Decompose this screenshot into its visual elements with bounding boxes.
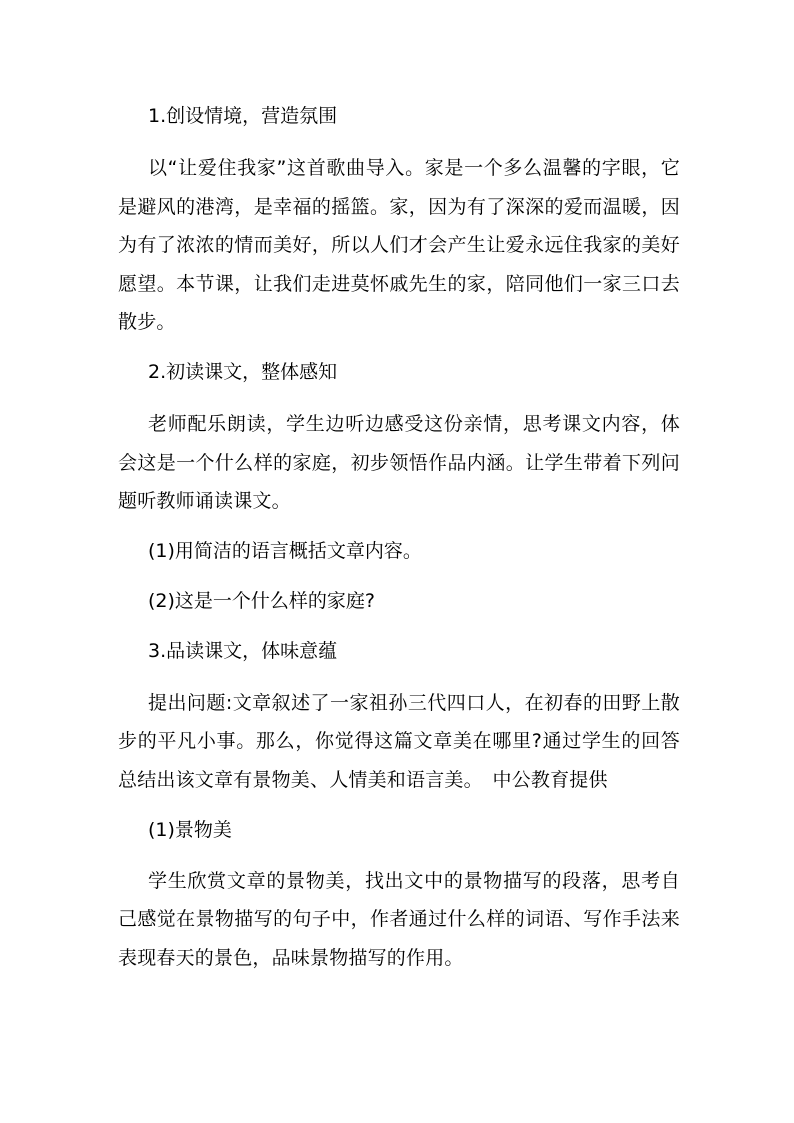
paragraph-scenery: 学生欣赏文章的景物美，找出文中的景物描写的段落，思考自己感觉在景物描写的句子中，作者通过什么样的词语、写作手法来表现春天的景色，品味景物描写的作用。 xyxy=(118,869,680,969)
paragraph-question: 提出问题:文章叙述了一家祖孙三代四口人，在初春的田野上散步的平凡小事。那么，你觉得这篇文章美在哪里?通过学生的回答总结出该文章有景物美、人情美和语言美。 中公教育提供 xyxy=(118,691,680,791)
paragraph-reading: 老师配乐朗读，学生边听边感受这份亲情，思考课文内容，体会这是一个什么样的家庭，初步领悟作品内涵。让学生带着下列问题听教师诵读课文。 xyxy=(118,412,680,513)
document-body xyxy=(118,98,680,989)
section-heading-1: 1.创设情境，营造氛围 xyxy=(148,105,338,127)
section-heading-2: 2.初读课文，整体感知 xyxy=(148,360,338,383)
paragraph-intro: 以“让爱住我家”这首歌曲导入。家是一个多么温馨的字眼，它是避风的港湾，是幸福的摇篮。家，因为有了深深的爱而温暖，因为有了浓浓的情而美好，所以人们才会产生让爱永远住我家的美好愿望。本节课，让我们走进莫怀戚先生的家，陪同他们一家三口去散步。 xyxy=(118,157,680,334)
question-item-1: (1)用简洁的语言概括文章内容。 xyxy=(148,539,422,562)
section-heading-3: 3.品读课文，体味意蕴 xyxy=(148,639,338,662)
question-item-2: (2)这是一个什么样的家庭? xyxy=(148,589,375,612)
subheading-scenery: (1)景物美 xyxy=(148,818,232,841)
